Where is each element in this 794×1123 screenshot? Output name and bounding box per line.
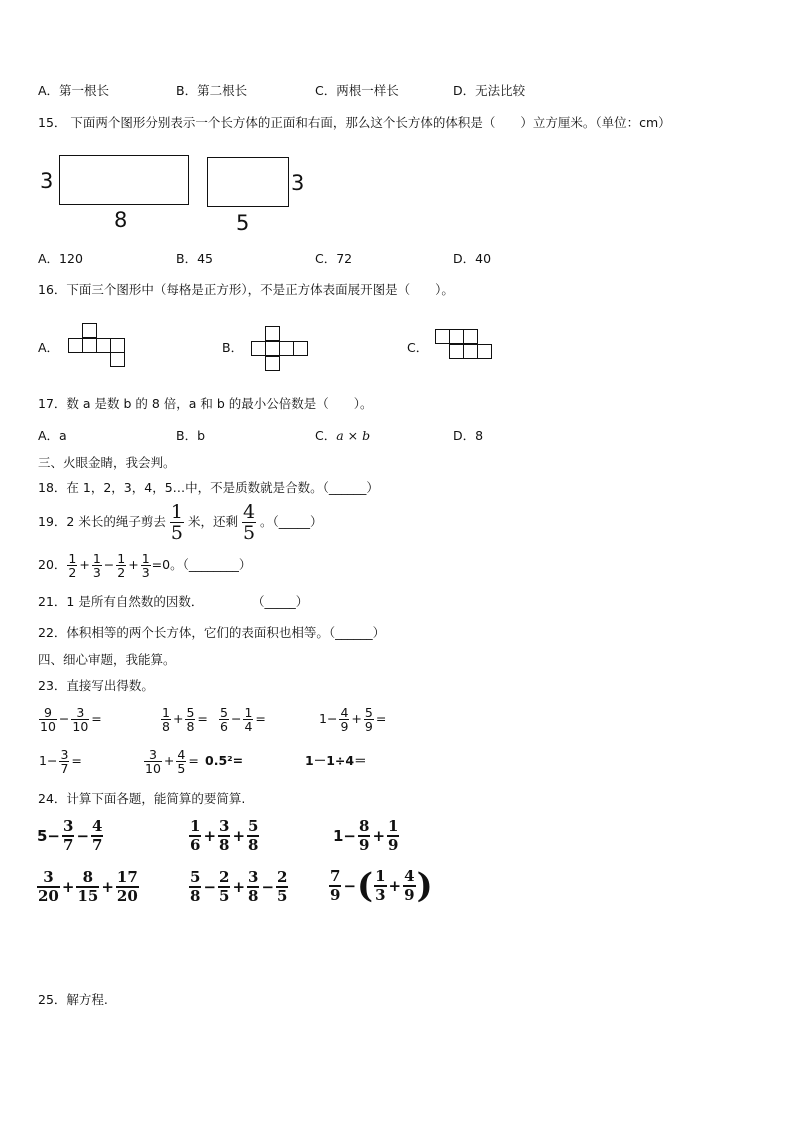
q22-text: 22．体积相等的两个长方体，它们的表面积也相等。（______）	[38, 625, 386, 640]
fraction	[218, 869, 230, 905]
q19-line	[38, 500, 323, 544]
denominator: 9	[330, 886, 341, 904]
q24-expr-2	[188, 815, 260, 857]
numerator: 3	[43, 868, 54, 886]
denominator: 2	[117, 564, 126, 580]
q15-option-b: B．45	[176, 251, 213, 266]
q23-expr-3	[218, 703, 267, 735]
numerator: 3	[148, 746, 157, 762]
q21-text: 21．1 是所有自然数的因数．	[38, 594, 204, 609]
operator: 1−	[333, 827, 357, 845]
denominator: 2	[68, 564, 77, 580]
q20-number: 20．	[38, 557, 67, 572]
fraction	[71, 706, 89, 733]
fraction	[276, 869, 288, 905]
denominator: 6	[190, 836, 201, 854]
operator: +	[351, 711, 362, 726]
q15-question: 15． 下面两个图形分别表示一个长方体的正面和右面，那么这个长方体的体积是（ ）立方厘米。（单位：cm）	[38, 115, 671, 130]
q23-expr-2	[160, 703, 209, 735]
denominator: 15	[77, 887, 99, 905]
fraction	[37, 869, 60, 905]
q24-expr-4	[36, 866, 140, 908]
q16-question: 16．下面三个图形中（每格是正方形），不是正方体表面展开图是（ ）。	[38, 282, 454, 297]
fraction	[185, 706, 195, 733]
denominator: 3	[141, 564, 150, 580]
q16-label-c: C．	[407, 340, 429, 355]
fraction	[219, 706, 229, 733]
fraction	[364, 706, 374, 733]
operator: −	[203, 878, 217, 896]
fraction	[91, 818, 103, 854]
fraction	[141, 552, 151, 579]
denominator: 7	[92, 836, 103, 854]
q20-expression	[66, 552, 151, 579]
fraction	[243, 706, 253, 733]
denominator: 20	[38, 887, 59, 905]
numerator: 3	[219, 817, 230, 835]
fraction	[62, 818, 74, 854]
q17-question: 17．数 a 是数 b 的 8 倍，a 和 b 的最小公倍数是（ ）。	[38, 396, 373, 411]
operator: −	[58, 711, 70, 726]
q23-expr-7: 0.5²=	[205, 753, 244, 768]
fraction	[339, 706, 349, 733]
numerator: 9	[43, 704, 52, 720]
q17-option-c-expr: a × b	[336, 428, 371, 443]
operator: +	[203, 827, 217, 845]
denominator: 8	[190, 887, 201, 905]
q19-mid: 米，还剩	[187, 514, 238, 529]
denominator: 8	[186, 718, 195, 734]
numerator: 17	[116, 868, 138, 886]
fraction	[67, 552, 77, 579]
q17-option-c-label: C．	[315, 428, 337, 443]
denominator: 10	[40, 718, 56, 734]
operator: 1−	[39, 753, 58, 768]
fraction	[403, 868, 415, 904]
fraction	[116, 552, 126, 579]
fraction	[92, 552, 102, 579]
q19-fraction-2	[242, 502, 256, 543]
denominator: 8	[219, 836, 230, 854]
denominator: 9	[359, 836, 370, 854]
numerator: 8	[82, 868, 94, 886]
operator: +	[128, 557, 139, 572]
numerator: 3	[248, 868, 259, 886]
parenthesis: (	[357, 866, 374, 906]
q24-expr-5	[188, 866, 289, 908]
numerator: 3	[76, 704, 85, 720]
q23-expr-8: 1－1÷4＝	[305, 753, 367, 768]
q14-option-c: C．两根一样长	[315, 83, 399, 98]
denominator: 10	[72, 718, 89, 734]
q24-expr-6	[328, 862, 433, 910]
operator: −	[343, 877, 357, 895]
numerator: 4	[404, 867, 415, 885]
numerator: 2	[219, 868, 230, 886]
q23-expr-5	[38, 745, 83, 777]
operator: +	[232, 827, 246, 845]
operator: −	[76, 827, 90, 845]
denominator: 5	[177, 760, 186, 776]
fraction	[329, 868, 341, 904]
q23-title: 23．直接写出得数。	[38, 678, 154, 693]
q24-expr-3	[332, 815, 400, 857]
q17-option-c	[315, 428, 370, 444]
denominator: 3	[92, 564, 101, 580]
q15-option-a: A．120	[38, 251, 83, 266]
operator: =	[71, 753, 82, 768]
denominator: 7	[63, 836, 74, 854]
numerator: 1	[141, 550, 150, 566]
operator: =	[91, 711, 102, 726]
denominator: 10	[145, 760, 161, 776]
operator: −	[103, 557, 115, 572]
q19-n2: 4	[242, 500, 256, 523]
q25-title: 25．解方程.	[38, 992, 108, 1007]
q19-d2: 5	[242, 521, 256, 544]
denominator: 8	[248, 887, 259, 905]
operator: +	[61, 878, 75, 896]
operator: =	[255, 711, 266, 726]
denominator: 9	[364, 718, 373, 734]
denominator: 5	[219, 887, 230, 905]
numerator: 7	[330, 867, 341, 885]
q14-option-b: B．第二根长	[176, 83, 248, 98]
fraction	[76, 869, 99, 905]
q15-option-c: C．72	[315, 251, 353, 266]
section-4-heading: 四、细心审题，我能算。	[38, 652, 176, 667]
q14-option-a: A．第一根长	[38, 83, 110, 98]
q15-right-height-label: 3	[291, 171, 305, 195]
q19-fraction-1	[170, 502, 184, 543]
fraction	[144, 748, 162, 775]
numerator: 5	[220, 704, 228, 720]
fraction	[116, 869, 139, 905]
denominator: 8	[248, 836, 259, 854]
fraction	[59, 748, 69, 775]
q15-right-rectangle	[207, 157, 289, 207]
numerator: 1	[162, 704, 170, 720]
q17-option-b: B．b	[176, 428, 206, 443]
numerator: 1	[190, 817, 201, 835]
fraction	[247, 869, 259, 905]
q15-front-rectangle	[59, 155, 189, 205]
fraction	[247, 818, 259, 854]
parenthesis: )	[416, 866, 433, 906]
operator: 5−	[37, 827, 61, 845]
operator: +	[388, 877, 402, 895]
q17-option-a: A．a	[38, 428, 67, 443]
q15-front-height-label: 3	[40, 169, 54, 193]
q14-option-d: D．无法比较	[453, 83, 526, 98]
q23-expr-1	[38, 703, 103, 735]
numerator: 4	[177, 746, 186, 762]
numerator: 1	[68, 550, 77, 566]
operator: −	[261, 878, 275, 896]
denominator: 3	[375, 886, 386, 904]
operator: +	[172, 711, 184, 726]
numerator: 4	[340, 704, 349, 720]
fraction	[176, 748, 186, 775]
numerator: 1	[388, 817, 399, 835]
operator: 1−	[319, 711, 338, 726]
numerator: 8	[359, 817, 370, 835]
q19-pre: 19．2 米长的绳子剪去	[38, 514, 166, 529]
q18-text: 18．在 1，2，3，4，5…中，不是质数就是合数。（______）	[38, 480, 379, 495]
q23-expr-6	[143, 745, 200, 777]
q20-tail: =0。（________）	[151, 557, 252, 572]
denominator: 9	[340, 718, 349, 734]
numerator: 1	[375, 867, 386, 885]
numerator: 1	[244, 704, 253, 720]
denominator: 6	[220, 718, 228, 734]
operator: +	[372, 827, 386, 845]
fraction	[358, 818, 370, 854]
denominator: 5	[277, 887, 288, 905]
q15-front-width-label: 8	[114, 208, 128, 232]
fraction	[189, 869, 201, 905]
fraction	[39, 706, 57, 733]
operator: +	[232, 878, 246, 896]
q19-n1: 1	[170, 500, 183, 523]
q19-d1: 5	[170, 521, 183, 544]
denominator: 20	[116, 887, 138, 905]
q24-expr-1	[36, 815, 104, 857]
operator: =	[197, 711, 208, 726]
operator: +	[163, 753, 175, 768]
q23-expr-4	[318, 703, 387, 735]
fraction	[161, 706, 171, 733]
numerator: 5	[186, 704, 195, 720]
q16-label-b: B．	[222, 340, 244, 355]
numerator: 4	[92, 817, 103, 835]
numerator: 2	[277, 868, 288, 886]
numerator: 3	[60, 746, 69, 762]
q19-post: 。（_____）	[260, 514, 323, 529]
denominator: 7	[60, 760, 69, 776]
operator: =	[375, 711, 387, 726]
fraction	[218, 818, 230, 854]
numerator: 3	[63, 817, 74, 835]
operator: =	[188, 753, 199, 768]
denominator: 9	[388, 836, 399, 854]
denominator: 4	[244, 718, 253, 734]
q20-line	[38, 548, 251, 582]
fraction	[387, 818, 399, 854]
q15-option-d: D．40	[453, 251, 492, 266]
numerator: 5	[364, 704, 373, 720]
fraction	[189, 818, 201, 854]
denominator: 8	[162, 718, 170, 734]
operator: +	[101, 878, 114, 896]
numerator: 1	[117, 550, 126, 566]
numerator: 5	[190, 868, 201, 886]
fraction	[374, 868, 386, 904]
denominator: 9	[404, 886, 415, 904]
numerator: 1	[92, 550, 101, 566]
q21-blank: （_____）	[252, 594, 309, 609]
q17-option-d: D．8	[453, 428, 484, 443]
numerator: 5	[248, 817, 259, 835]
operator: −	[230, 711, 242, 726]
q15-right-width-label: 5	[236, 211, 250, 235]
section-3-heading: 三、火眼金睛，我会判。	[38, 455, 176, 470]
q24-title: 24．计算下面各题，能简算的要简算.	[38, 791, 246, 806]
q16-label-a: A．	[38, 340, 60, 355]
operator: +	[79, 557, 90, 572]
